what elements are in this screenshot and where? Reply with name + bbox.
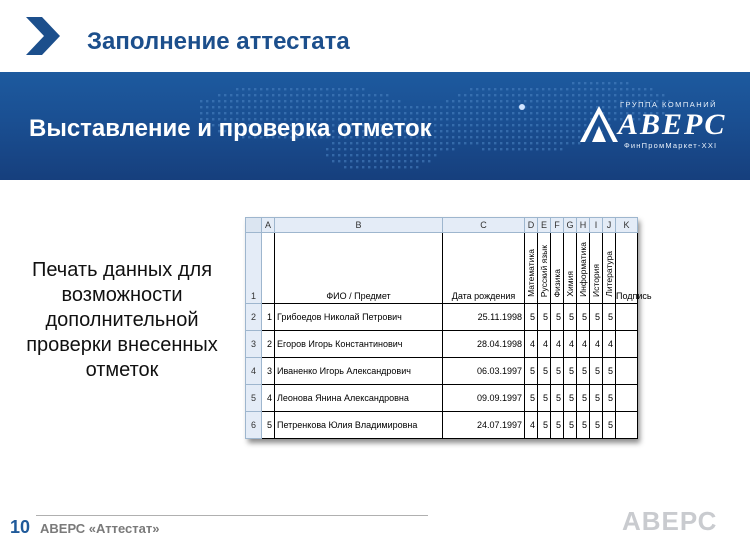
student-name[interactable]: Петренкова Юлия Владимировна bbox=[275, 412, 443, 439]
grade-cell[interactable]: 5 bbox=[577, 358, 590, 385]
grade-cell[interactable]: 5 bbox=[525, 358, 538, 385]
column-header-d[interactable]: D bbox=[525, 218, 538, 233]
student-index[interactable]: 3 bbox=[262, 358, 275, 385]
birth-date[interactable]: 24.07.1997 bbox=[443, 412, 525, 439]
grade-cell[interactable]: 5 bbox=[603, 358, 616, 385]
grade-cell[interactable]: 5 bbox=[603, 385, 616, 412]
footer-divider bbox=[36, 515, 428, 516]
column-header-i[interactable]: I bbox=[590, 218, 603, 233]
birth-date[interactable]: 06.03.1997 bbox=[443, 358, 525, 385]
subject-header-math[interactable]: Математика bbox=[525, 233, 538, 304]
subject-header-literature[interactable]: Литература bbox=[603, 233, 616, 304]
birth-date[interactable]: 09.09.1997 bbox=[443, 385, 525, 412]
student-name[interactable]: Егоров Игорь Константинович bbox=[275, 331, 443, 358]
grade-cell[interactable]: 5 bbox=[590, 385, 603, 412]
column-header-row bbox=[246, 218, 638, 233]
grade-cell[interactable]: 5 bbox=[551, 358, 564, 385]
birth-date-column-header[interactable]: Дата рождения bbox=[443, 233, 525, 304]
table-cell[interactable] bbox=[262, 233, 275, 304]
student-name[interactable]: Леонова Янина Александровна bbox=[275, 385, 443, 412]
logo-subtitle: ФинПромМаркет-XXI bbox=[624, 141, 718, 150]
table-row bbox=[246, 385, 638, 412]
grade-cell[interactable]: 4 bbox=[525, 412, 538, 439]
grade-cell[interactable]: 5 bbox=[603, 304, 616, 331]
grade-cell[interactable]: 4 bbox=[577, 331, 590, 358]
grade-cell[interactable]: 4 bbox=[564, 331, 577, 358]
student-index[interactable]: 1 bbox=[262, 304, 275, 331]
select-all-corner[interactable] bbox=[246, 218, 262, 233]
grade-cell[interactable]: 4 bbox=[551, 331, 564, 358]
grade-cell[interactable]: 5 bbox=[538, 412, 551, 439]
row-number[interactable]: 4 bbox=[246, 358, 262, 385]
subject-header-russian[interactable]: Русский язык bbox=[538, 233, 551, 304]
page-number: 10 bbox=[10, 517, 31, 537]
signature-cell[interactable] bbox=[616, 358, 638, 385]
grade-cell[interactable]: 5 bbox=[577, 412, 590, 439]
grade-cell[interactable]: 4 bbox=[590, 331, 603, 358]
student-name[interactable]: Грибоедов Николай Петрович bbox=[275, 304, 443, 331]
row-number[interactable]: 2 bbox=[246, 304, 262, 331]
footer-label: АВЕРС «Аттестат» bbox=[40, 521, 160, 536]
birth-date[interactable]: 25.11.1998 bbox=[443, 304, 525, 331]
table-row bbox=[246, 412, 638, 439]
grade-cell[interactable]: 5 bbox=[551, 385, 564, 412]
grade-cell[interactable]: 5 bbox=[590, 358, 603, 385]
subject-header-history[interactable]: История bbox=[590, 233, 603, 304]
grade-cell[interactable]: 4 bbox=[525, 331, 538, 358]
student-index[interactable]: 4 bbox=[262, 385, 275, 412]
footer-logo-watermark: АВЕРС bbox=[622, 506, 718, 536]
grade-cell[interactable]: 5 bbox=[603, 412, 616, 439]
name-column-header[interactable]: ФИО / Предмет bbox=[275, 233, 443, 304]
table-header-row bbox=[246, 233, 638, 304]
signature-cell[interactable] bbox=[616, 412, 638, 439]
subject-header-informatics[interactable]: Информатика bbox=[577, 233, 590, 304]
grade-cell[interactable]: 5 bbox=[577, 304, 590, 331]
subject-header-physics[interactable]: Физика bbox=[551, 233, 564, 304]
grade-cell[interactable]: 5 bbox=[525, 385, 538, 412]
grade-cell[interactable]: 5 bbox=[525, 304, 538, 331]
grade-cell[interactable]: 5 bbox=[538, 385, 551, 412]
signature-column-header[interactable]: Подпись bbox=[616, 233, 638, 304]
logo-tagline: ГРУППА КОМПАНИЙ bbox=[620, 100, 717, 109]
grade-cell[interactable]: 5 bbox=[564, 358, 577, 385]
grade-cell[interactable]: 5 bbox=[590, 412, 603, 439]
student-index[interactable]: 5 bbox=[262, 412, 275, 439]
row-number[interactable]: 5 bbox=[246, 385, 262, 412]
grade-cell[interactable]: 4 bbox=[538, 331, 551, 358]
avers-logo bbox=[574, 100, 742, 156]
subject-header-chemistry[interactable]: Химия bbox=[564, 233, 577, 304]
row-number[interactable]: 1 bbox=[246, 233, 262, 304]
column-header-c[interactable]: C bbox=[443, 218, 525, 233]
avers-logo-mark-icon bbox=[580, 106, 618, 142]
logo-name: АВЕРС bbox=[618, 108, 727, 141]
chevron-right-icon bbox=[26, 17, 60, 55]
banner-heading: Выставление и проверка отметок bbox=[29, 115, 432, 142]
column-header-k[interactable]: K bbox=[616, 218, 638, 233]
grade-cell[interactable]: 5 bbox=[564, 385, 577, 412]
birth-date[interactable]: 28.04.1998 bbox=[443, 331, 525, 358]
column-header-h[interactable]: H bbox=[577, 218, 590, 233]
table-row bbox=[246, 358, 638, 385]
spreadsheet-preview bbox=[245, 217, 652, 439]
grade-cell[interactable]: 5 bbox=[564, 304, 577, 331]
grade-cell[interactable]: 5 bbox=[564, 412, 577, 439]
signature-cell[interactable] bbox=[616, 304, 638, 331]
row-number[interactable]: 3 bbox=[246, 331, 262, 358]
grade-cell[interactable]: 5 bbox=[551, 412, 564, 439]
grade-cell[interactable]: 5 bbox=[590, 304, 603, 331]
table-row bbox=[246, 331, 638, 358]
grade-cell[interactable]: 5 bbox=[538, 304, 551, 331]
column-header-e[interactable]: E bbox=[538, 218, 551, 233]
body-text: Печать данных для возможности дополнительной проверки внесенных отметок bbox=[26, 259, 218, 381]
column-header-g[interactable]: G bbox=[564, 218, 577, 233]
page-title: Заполнение аттестата bbox=[87, 28, 350, 55]
slide-header bbox=[0, 0, 750, 70]
signature-cell[interactable] bbox=[616, 385, 638, 412]
column-header-a[interactable]: A bbox=[262, 218, 275, 233]
grade-cell[interactable]: 4 bbox=[603, 331, 616, 358]
grade-cell[interactable]: 5 bbox=[538, 358, 551, 385]
student-name[interactable]: Иваненко Игорь Александрович bbox=[275, 358, 443, 385]
column-header-j[interactable]: J bbox=[603, 218, 616, 233]
grade-cell[interactable]: 5 bbox=[577, 385, 590, 412]
row-number[interactable]: 6 bbox=[246, 412, 262, 439]
student-index[interactable]: 2 bbox=[262, 331, 275, 358]
table-row bbox=[246, 304, 638, 331]
grade-cell[interactable]: 5 bbox=[551, 304, 564, 331]
title-banner bbox=[0, 72, 750, 180]
column-header-b[interactable]: B bbox=[275, 218, 443, 233]
column-header-f[interactable]: F bbox=[551, 218, 564, 233]
signature-cell[interactable] bbox=[616, 331, 638, 358]
